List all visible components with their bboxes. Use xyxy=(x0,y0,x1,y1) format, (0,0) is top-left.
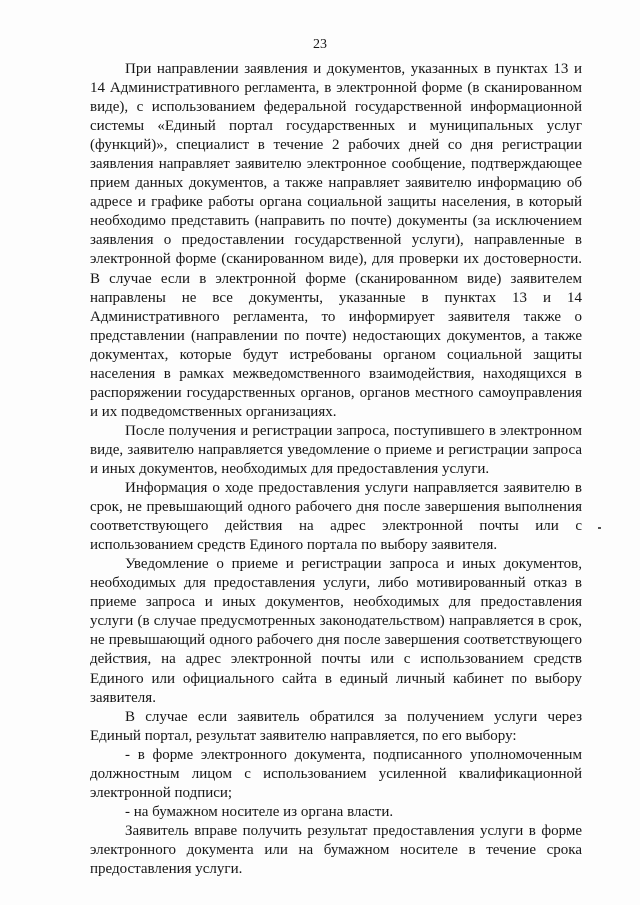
paragraph-acceptance-notice: Уведомление о приеме и регистрации запроса и иных документов, необходимых для предоставления услуги, либо мотивированный отказ в приеме запроса и иных документов, необходимых для предоставления услуги (в случае предусмотренных законодательством) направляется в срок, не превышающий одного рабочего дня после завершения соответствующего действия, на адрес электронной почты или с использованием средств Единого или официального сайта в единый личный кабинет по выбору заявителя. xyxy=(90,556,582,706)
paragraph-electronic-submission: При направлении заявления и документов, указанных в пунктах 13 и 14 Административного регламента, в электронной форме (в сканированном виде), с использованием федеральной государственной информационной системы «Единый портал государственных и муниципальных услуг (функций)», специалист в течение 2 рабочих дней со дня регистрации заявления направляет заявителю электронное сообщение, подтверждающее прием данных документов, а также направляет заявителю информацию об адресе и графике работы органа социальной защиты населения, в который необходимо представить (направить по почте) документы (за исключением заявления о предоставлении государственной услуги), направленные в электронной форме (сканированном виде), для проверки их достоверности. В случае если в электронной форме (сканированном виде) заявителем направлены не все документы, указанные в пунктах 13 и 14 Административного регламента, то информирует заявителя также о представлении (направлении по почте) недостающих документов, а также документах, которые будут истребованы органом социальной защиты населения в рамках межведомственного взаимодействия, находящихся в распоряжении государственных органов, органов местного самоуправления и их подведомственных организациях. xyxy=(90,61,582,420)
document-body xyxy=(90,60,582,879)
page-number: 23 xyxy=(313,37,327,52)
paragraph-registration-notice: После получения и регистрации запроса, поступившего в электронном виде, заявителю направляется уведомление о приеме и регистрации запроса и иных документов, необходимых для предоставления услуги. xyxy=(90,422,582,477)
paragraph-electronic-document: - в форме электронного документа, подписанного уполномоченным должностным лицом с использованием усиленной квалификационной электронной подписи; xyxy=(90,746,582,801)
paragraph-paper-document: - на бумажном носителе из органа власти. xyxy=(125,803,394,820)
scan-artifact-mark xyxy=(598,527,601,529)
paragraph-result-delivery: В случае если заявитель обратился за получением услуги через Единый портал, результат заявителю направляется, по его выбору: xyxy=(90,708,582,744)
paragraph-progress-info: Информация о ходе предоставления услуги направляется заявителю в срок, не превышающий одного рабочего дня после завершения выполнения соответствующего действия на адрес электронной почты или с использованием средств Единого портала по выбору заявителя. xyxy=(90,480,582,554)
paragraph-result-right: Заявитель вправе получить результат предоставления услуги в форме электронного документа или на бумажном носителе в течение срока предоставления услуги. xyxy=(90,822,582,877)
